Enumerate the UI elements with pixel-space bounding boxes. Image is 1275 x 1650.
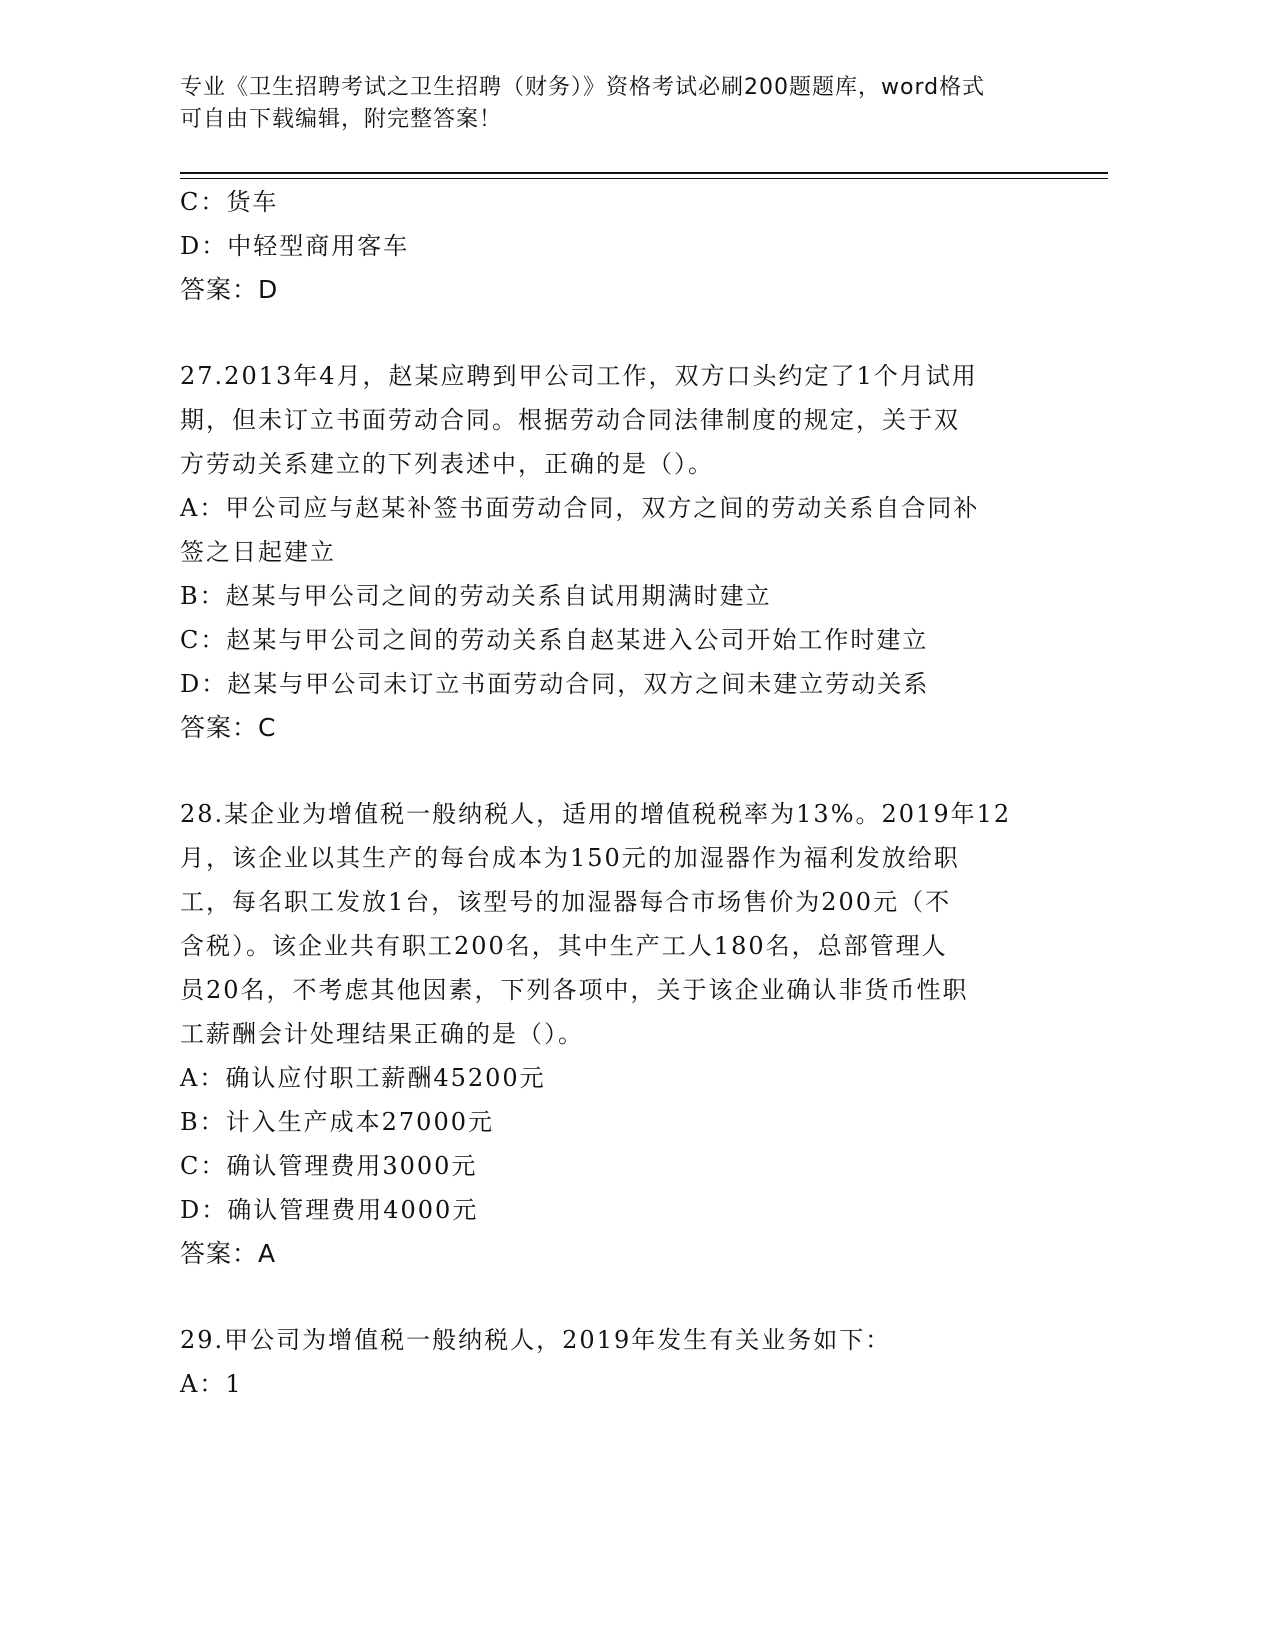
- question-stem-line: 月，该企业以其生产的每台成本为150元的加湿器作为福利发放给职: [180, 844, 960, 872]
- option-a: A：1: [180, 1370, 243, 1398]
- question-stem-line: 27.2013年4月，赵某应聘到甲公司工作，双方口头约定了1个月试用: [180, 362, 978, 390]
- question-stem-line: 员20名，不考虑其他因素，下列各项中，关于该企业确认非货币性职: [180, 976, 969, 1004]
- option-d: D：确认管理费用4000元: [180, 1196, 479, 1224]
- option-d: D：赵某与甲公司未订立书面劳动合同，双方之间未建立劳动关系: [180, 670, 930, 698]
- question-stem-line: 期，但未订立书面劳动合同。根据劳动合同法律制度的规定，关于双: [180, 406, 960, 434]
- question-29: [180, 1318, 1070, 1406]
- option-c: C：确认管理费用3000元: [180, 1152, 478, 1180]
- question-stem-line: 29.甲公司为增值税一般纳税人，2019年发生有关业务如下：: [180, 1326, 892, 1354]
- question-stem-line: 工薪酬会计处理结果正确的是（）。: [180, 1020, 584, 1048]
- option-c: C：赵某与甲公司之间的劳动关系自赵某进入公司开始工作时建立: [180, 626, 929, 654]
- question-27: [180, 354, 1070, 750]
- answer-line: 答案：C: [180, 713, 277, 742]
- question-stem-line: 方劳动关系建立的下列表述中，正确的是（）。: [180, 450, 714, 478]
- spacer: [180, 750, 1070, 792]
- question-content: [180, 180, 1070, 1406]
- question-stem-line: 含税）。该企业共有职工200名，其中生产工人180名，总部管理人: [180, 932, 948, 960]
- option-a: A：甲公司应与赵某补签书面劳动合同，双方之间的劳动关系自合同补: [180, 494, 980, 522]
- header-title-line-2: 可自由下载编辑，附完整答案！: [180, 107, 503, 132]
- header-divider-thin: [180, 178, 1108, 179]
- option-c: C：货车: [180, 188, 279, 216]
- option-b: B：赵某与甲公司之间的劳动关系自试用期满时建立: [180, 582, 772, 610]
- answer-line: 答案：A: [180, 1239, 277, 1268]
- header-divider-thick: [180, 172, 1108, 174]
- document-header: [180, 72, 1060, 136]
- spacer: [180, 312, 1070, 354]
- option-a-continued: 签之日起建立: [180, 538, 336, 566]
- answer-line: 答案：D: [180, 275, 279, 304]
- option-d: D：中轻型商用客车: [180, 232, 410, 260]
- question-28: [180, 792, 1070, 1276]
- option-b: B：计入生产成本27000元: [180, 1108, 494, 1136]
- header-title-line-1: 专业《卫生招聘考试之卫生招聘（财务）》资格考试必刷200题题库，word格式: [180, 75, 986, 100]
- question-stem-line: 28.某企业为增值税一般纳税人，适用的增值税税率为13%。2019年12: [180, 800, 1012, 828]
- option-a: A：确认应付职工薪酬45200元: [180, 1064, 546, 1092]
- question-26-tail: [180, 180, 1070, 312]
- spacer: [180, 1276, 1070, 1318]
- question-stem-line: 工，每名职工发放1台，该型号的加湿器每合市场售价为200元（不: [180, 888, 952, 916]
